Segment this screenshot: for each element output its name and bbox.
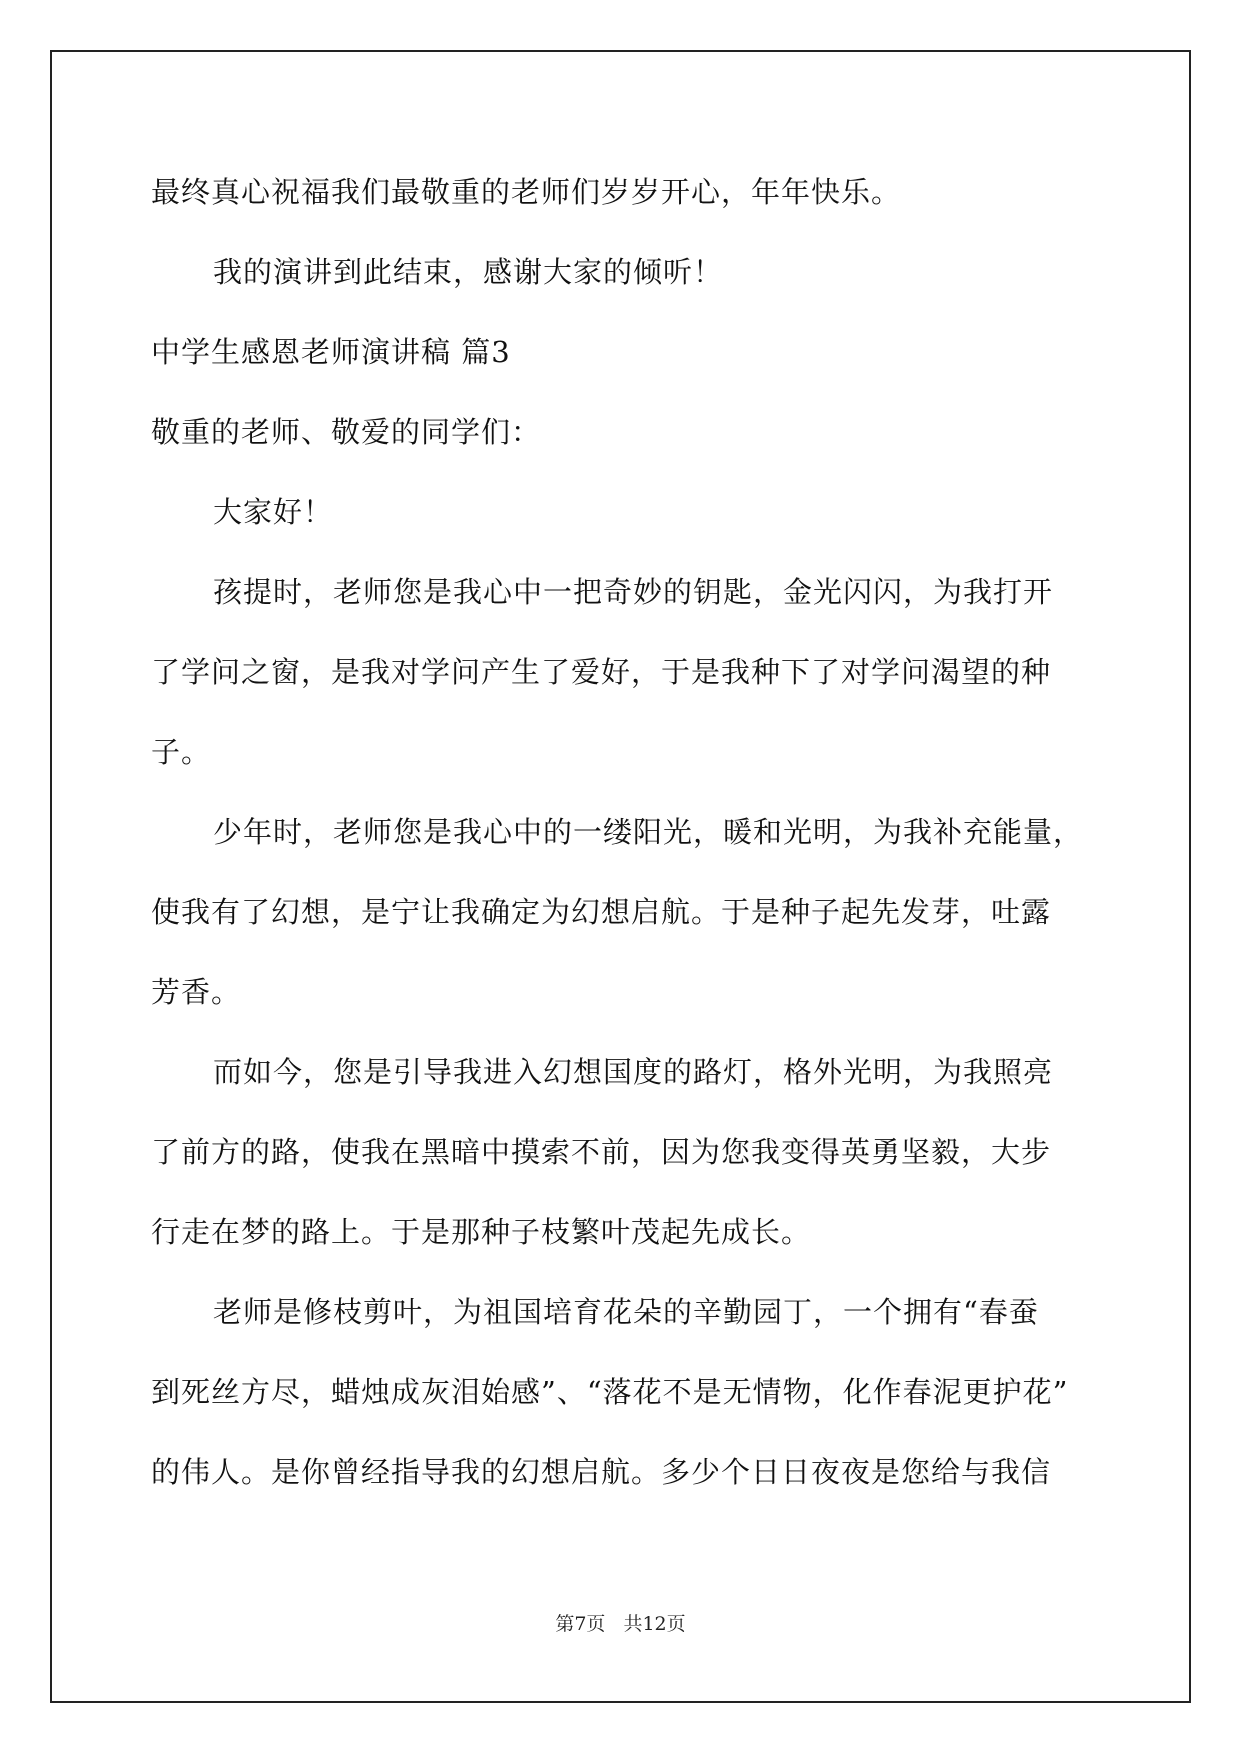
paragraph-line: 最终真心祝福我们最敬重的老师们岁岁开心，年年快乐。	[151, 175, 902, 209]
page-footer	[0, 1612, 1241, 1636]
paragraph-line: 子。	[151, 735, 212, 769]
page-number: 第7页	[555, 1613, 606, 1635]
paragraph-line: 孩提时，老师您是我心中一把奇妙的钥匙，金光闪闪，为我打开	[213, 575, 1054, 609]
paragraph-line: 了前方的路，使我在黑暗中摸索不前，因为您我变得英勇坚毅，大步	[151, 1135, 1052, 1169]
paragraph-line: 了学问之窗，是我对学问产生了爱好，于是我种下了对学问渴望的种	[151, 655, 1052, 689]
paragraph-line: 行走在梦的路上。于是那种子枝繁叶茂起先成长。	[151, 1215, 812, 1249]
paragraph-line: 使我有了幻想，是宁让我确定为幻想启航。于是种子起先发芽，吐露	[151, 895, 1052, 929]
section-heading: 中学生感恩老师演讲稿 篇3	[151, 335, 511, 369]
salutation-line: 敬重的老师、敬爱的同学们：	[151, 415, 542, 449]
page-total: 共12页	[623, 1613, 686, 1635]
paragraph-line: 的伟人。是你曾经指导我的幻想启航。多少个日日夜夜是您给与我信	[151, 1455, 1052, 1489]
paragraph-line: 芳香。	[151, 975, 242, 1009]
paragraph-line: 我的演讲到此结束，感谢大家的倾听！	[213, 255, 724, 289]
greeting-line: 大家好！	[213, 495, 334, 529]
paragraph-line: 老师是修枝剪叶，为祖国培育花朵的辛勤园丁，一个拥有“春蚕	[213, 1295, 1039, 1329]
paragraph-line: 少年时，老师您是我心中的一缕阳光，暖和光明，为我补充能量，	[213, 815, 1084, 849]
paragraph-line: 到死丝方尽，蜡烛成灰泪始感”、“落花不是无情物，化作春泥更护花”	[151, 1375, 1069, 1409]
paragraph-line: 而如今，您是引导我进入幻想国度的路灯，格外光明，为我照亮	[213, 1055, 1054, 1089]
